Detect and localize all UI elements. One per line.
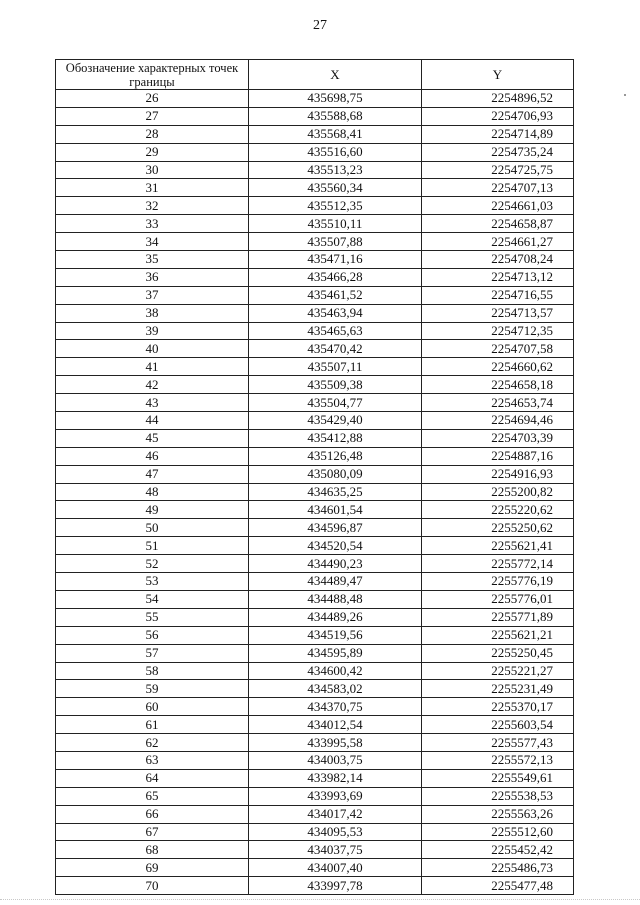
x-coordinate-cell: 435465,63 [249, 322, 422, 340]
point-number-cell: 57 [56, 644, 249, 662]
table-row [56, 859, 574, 877]
table-row [56, 573, 574, 591]
table-row [56, 555, 574, 573]
y-coordinate-cell: 2254916,93 [422, 465, 574, 483]
y-coordinate-cell: 2254714,89 [422, 125, 574, 143]
point-number-cell: 27 [56, 107, 249, 125]
page-number: 27 [313, 18, 327, 33]
x-coordinate-cell: 434519,56 [249, 626, 422, 644]
y-coordinate-cell: 2255621,21 [422, 626, 574, 644]
y-coordinate-cell: 2255200,82 [422, 483, 574, 501]
table-row [56, 877, 574, 895]
point-number-cell: 64 [56, 769, 249, 787]
point-number-cell: 63 [56, 751, 249, 769]
y-coordinate-cell: 2255220,62 [422, 501, 574, 519]
point-number-cell: 53 [56, 573, 249, 591]
x-coordinate-cell: 435461,52 [249, 286, 422, 304]
point-number-cell: 31 [56, 179, 249, 197]
table-row [56, 769, 574, 787]
y-coordinate-cell: 2254707,13 [422, 179, 574, 197]
y-coordinate-cell: 2254713,12 [422, 268, 574, 286]
point-number-cell: 38 [56, 304, 249, 322]
x-coordinate-cell: 435509,38 [249, 376, 422, 394]
point-number-cell: 49 [56, 501, 249, 519]
table-row [56, 465, 574, 483]
y-coordinate-cell: 2255771,89 [422, 608, 574, 626]
table-row [56, 483, 574, 501]
table-row [56, 322, 574, 340]
table-row [56, 734, 574, 752]
point-number-cell: 69 [56, 859, 249, 877]
table-row [56, 215, 574, 233]
y-coordinate-cell: 2254712,35 [422, 322, 574, 340]
point-number-cell: 67 [56, 823, 249, 841]
x-coordinate-cell: 434595,89 [249, 644, 422, 662]
x-coordinate-cell: 435463,94 [249, 304, 422, 322]
x-coordinate-cell: 435560,34 [249, 179, 422, 197]
x-coordinate-cell: 435504,77 [249, 394, 422, 412]
point-number-cell: 36 [56, 268, 249, 286]
x-coordinate-cell: 435470,42 [249, 340, 422, 358]
table-row [56, 90, 574, 108]
x-coordinate-cell: 435516,60 [249, 143, 422, 161]
table-row [56, 429, 574, 447]
y-coordinate-cell: 2254658,18 [422, 376, 574, 394]
point-number-cell: 48 [56, 483, 249, 501]
y-coordinate-cell: 2255549,61 [422, 769, 574, 787]
point-number-cell: 54 [56, 590, 249, 608]
x-coordinate-cell: 435080,09 [249, 465, 422, 483]
y-coordinate-cell: 2254707,58 [422, 340, 574, 358]
x-coordinate-cell: 435507,88 [249, 233, 422, 251]
table-row [56, 304, 574, 322]
y-coordinate-cell: 2254713,57 [422, 304, 574, 322]
x-coordinate-cell: 435507,11 [249, 358, 422, 376]
table-row [56, 125, 574, 143]
point-number-cell: 52 [56, 555, 249, 573]
point-number-cell: 60 [56, 698, 249, 716]
point-number-cell: 50 [56, 519, 249, 537]
x-coordinate-cell: 435568,41 [249, 125, 422, 143]
table-row [56, 644, 574, 662]
table-row [56, 662, 574, 680]
x-coordinate-cell: 434596,87 [249, 519, 422, 537]
x-coordinate-cell: 435510,11 [249, 215, 422, 233]
y-coordinate-cell: 2255370,17 [422, 698, 574, 716]
table-row [56, 519, 574, 537]
point-number-cell: 68 [56, 841, 249, 859]
x-coordinate-cell: 434600,42 [249, 662, 422, 680]
point-number-cell: 65 [56, 787, 249, 805]
y-coordinate-cell: 2255231,49 [422, 680, 574, 698]
x-coordinate-cell: 435412,88 [249, 429, 422, 447]
table-row [56, 608, 574, 626]
y-coordinate-cell: 2254735,24 [422, 143, 574, 161]
y-coordinate-cell: 2255512,60 [422, 823, 574, 841]
x-coordinate-cell: 434017,42 [249, 805, 422, 823]
x-coordinate-cell: 434601,54 [249, 501, 422, 519]
point-number-cell: 43 [56, 394, 249, 412]
table-row [56, 107, 574, 125]
point-number-cell: 30 [56, 161, 249, 179]
point-number-cell: 34 [56, 233, 249, 251]
y-coordinate-cell: 2254660,62 [422, 358, 574, 376]
y-coordinate-cell: 2254725,75 [422, 161, 574, 179]
point-number-cell: 39 [56, 322, 249, 340]
x-coordinate-cell: 434583,02 [249, 680, 422, 698]
point-number-cell: 42 [56, 376, 249, 394]
table-body [56, 90, 574, 895]
point-number-cell: 35 [56, 251, 249, 269]
x-coordinate-cell: 434488,48 [249, 590, 422, 608]
point-number-cell: 45 [56, 429, 249, 447]
point-number-cell: 32 [56, 197, 249, 215]
table-header-row [56, 60, 574, 90]
page-bottom-edge [0, 899, 640, 900]
table-row [56, 447, 574, 465]
table-row [56, 805, 574, 823]
y-coordinate-cell: 2255603,54 [422, 716, 574, 734]
margin-speck [624, 94, 626, 96]
header-x: X [249, 60, 422, 90]
table-row [56, 823, 574, 841]
point-number-cell: 70 [56, 877, 249, 895]
y-coordinate-cell: 2255250,45 [422, 644, 574, 662]
table-row [56, 841, 574, 859]
point-number-cell: 62 [56, 734, 249, 752]
table-row [56, 716, 574, 734]
y-coordinate-cell: 2255776,01 [422, 590, 574, 608]
y-coordinate-cell: 2254887,16 [422, 447, 574, 465]
y-coordinate-cell: 2254661,03 [422, 197, 574, 215]
y-coordinate-cell: 2254716,55 [422, 286, 574, 304]
header-y: Y [422, 60, 574, 90]
point-number-cell: 55 [56, 608, 249, 626]
y-coordinate-cell: 2255772,14 [422, 555, 574, 573]
point-number-cell: 44 [56, 412, 249, 430]
y-coordinate-cell: 2254661,27 [422, 233, 574, 251]
x-coordinate-cell: 435429,40 [249, 412, 422, 430]
table-row [56, 394, 574, 412]
point-number-cell: 51 [56, 537, 249, 555]
y-coordinate-cell: 2255563,26 [422, 805, 574, 823]
table-row [56, 179, 574, 197]
x-coordinate-cell: 435466,28 [249, 268, 422, 286]
y-coordinate-cell: 2254694,46 [422, 412, 574, 430]
x-coordinate-cell: 435126,48 [249, 447, 422, 465]
table-row [56, 161, 574, 179]
header-point-designation: Обозначение характерных точек границы [56, 60, 249, 90]
x-coordinate-cell: 435698,75 [249, 90, 422, 108]
x-coordinate-cell: 434037,75 [249, 841, 422, 859]
table-row [56, 358, 574, 376]
x-coordinate-cell: 435471,16 [249, 251, 422, 269]
table-row [56, 412, 574, 430]
y-coordinate-cell: 2255572,13 [422, 751, 574, 769]
point-number-cell: 26 [56, 90, 249, 108]
point-number-cell: 58 [56, 662, 249, 680]
y-coordinate-cell: 2254703,39 [422, 429, 574, 447]
table-row [56, 680, 574, 698]
point-number-cell: 47 [56, 465, 249, 483]
y-coordinate-cell: 2254896,52 [422, 90, 574, 108]
y-coordinate-cell: 2255538,53 [422, 787, 574, 805]
table-row [56, 698, 574, 716]
table-row [56, 787, 574, 805]
table-row [56, 233, 574, 251]
y-coordinate-cell: 2255776,19 [422, 573, 574, 591]
x-coordinate-cell: 434012,54 [249, 716, 422, 734]
boundary-points-table [55, 59, 574, 895]
y-coordinate-cell: 2254706,93 [422, 107, 574, 125]
table-row [56, 340, 574, 358]
table-row [56, 251, 574, 269]
point-number-cell: 28 [56, 125, 249, 143]
x-coordinate-cell: 433982,14 [249, 769, 422, 787]
x-coordinate-cell: 435512,35 [249, 197, 422, 215]
x-coordinate-cell: 435588,68 [249, 107, 422, 125]
point-number-cell: 41 [56, 358, 249, 376]
x-coordinate-cell: 434007,40 [249, 859, 422, 877]
table-row [56, 751, 574, 769]
x-coordinate-cell: 433997,78 [249, 877, 422, 895]
point-number-cell: 29 [56, 143, 249, 161]
table-row [56, 537, 574, 555]
point-number-cell: 33 [56, 215, 249, 233]
x-coordinate-cell: 434520,54 [249, 537, 422, 555]
x-coordinate-cell: 434370,75 [249, 698, 422, 716]
y-coordinate-cell: 2254658,87 [422, 215, 574, 233]
table-row [56, 197, 574, 215]
point-number-cell: 66 [56, 805, 249, 823]
y-coordinate-cell: 2255250,62 [422, 519, 574, 537]
table-row [56, 501, 574, 519]
x-coordinate-cell: 434635,25 [249, 483, 422, 501]
table-row [56, 143, 574, 161]
x-coordinate-cell: 434489,26 [249, 608, 422, 626]
x-coordinate-cell: 433993,69 [249, 787, 422, 805]
point-number-cell: 46 [56, 447, 249, 465]
table-row [56, 376, 574, 394]
table-row [56, 590, 574, 608]
y-coordinate-cell: 2254653,74 [422, 394, 574, 412]
table-row [56, 268, 574, 286]
x-coordinate-cell: 433995,58 [249, 734, 422, 752]
point-number-cell: 59 [56, 680, 249, 698]
point-number-cell: 40 [56, 340, 249, 358]
x-coordinate-cell: 434095,53 [249, 823, 422, 841]
y-coordinate-cell: 2254708,24 [422, 251, 574, 269]
y-coordinate-cell: 2255621,41 [422, 537, 574, 555]
y-coordinate-cell: 2255221,27 [422, 662, 574, 680]
table-row [56, 286, 574, 304]
x-coordinate-cell: 435513,23 [249, 161, 422, 179]
y-coordinate-cell: 2255477,48 [422, 877, 574, 895]
y-coordinate-cell: 2255486,73 [422, 859, 574, 877]
x-coordinate-cell: 434489,47 [249, 573, 422, 591]
point-number-cell: 61 [56, 716, 249, 734]
table-row [56, 626, 574, 644]
point-number-cell: 56 [56, 626, 249, 644]
y-coordinate-cell: 2255577,43 [422, 734, 574, 752]
x-coordinate-cell: 434003,75 [249, 751, 422, 769]
point-number-cell: 37 [56, 286, 249, 304]
x-coordinate-cell: 434490,23 [249, 555, 422, 573]
y-coordinate-cell: 2255452,42 [422, 841, 574, 859]
